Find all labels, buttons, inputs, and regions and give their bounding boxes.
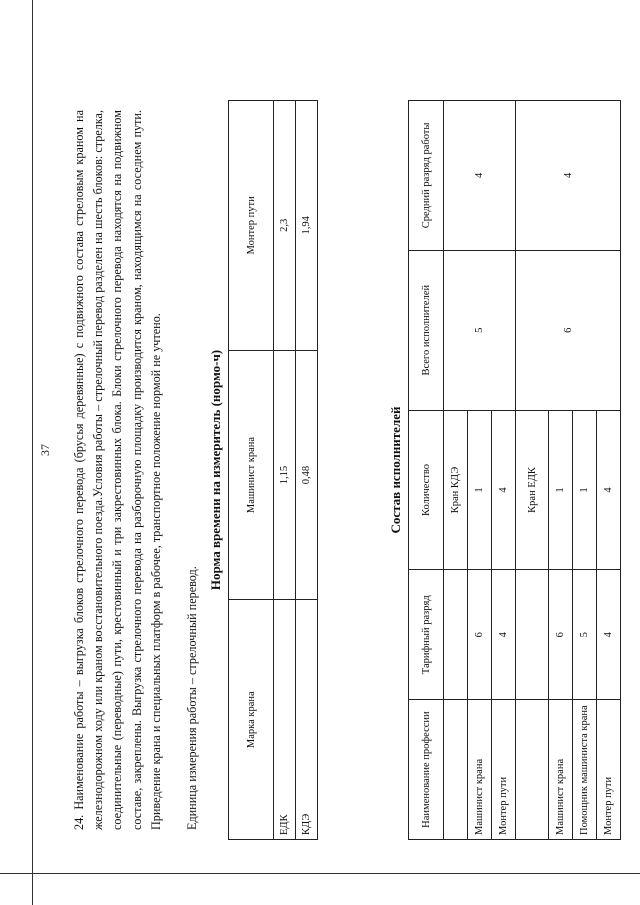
crew-header-total: Всего исполнителей: [409, 250, 444, 410]
table-row: [296, 101, 318, 840]
norm-cell: 0,48: [296, 350, 318, 600]
crew-table: [408, 100, 621, 840]
intro-text: [70, 110, 166, 830]
group-total: 5: [444, 250, 516, 410]
crew-header-grade: Тарифный разряд: [409, 570, 444, 700]
group-label: Кран КДЭ: [444, 410, 468, 570]
norm-header-track: Монтер пути: [229, 101, 274, 351]
profession-cell: Помощник машиниста крана: [573, 700, 597, 840]
page-edge-bottom: [0, 873, 640, 874]
quantity-cell: 1: [468, 410, 492, 570]
crew-header-profession: Наименование профессии: [409, 700, 444, 840]
group-label: Кран ЕДК: [516, 410, 549, 570]
crew-header-avg-grade: Средний разряд работы: [409, 101, 444, 251]
empty-cell: [516, 570, 549, 700]
norm-cell: КДЭ: [296, 600, 318, 840]
grade-cell: 4: [492, 570, 516, 700]
crew-header-quantity: Количество: [409, 410, 444, 570]
profession-cell: Машинист крана: [468, 700, 492, 840]
empty-cell: [444, 570, 468, 700]
crew-title: Состав исполнителей: [388, 406, 403, 534]
profession-cell: Монтер пути: [597, 700, 621, 840]
grade-cell: 6: [468, 570, 492, 700]
empty-cell: [516, 700, 549, 840]
empty-cell: [444, 700, 468, 840]
rotated-page: [30, 90, 614, 850]
profession-cell: Машинист крана: [549, 700, 573, 840]
profession-cell: Монтер пути: [492, 700, 516, 840]
grade-cell: 4: [597, 570, 621, 700]
group-avg-grade: 4: [516, 101, 621, 251]
group-total: 6: [516, 250, 621, 410]
norm-cell: ЕДК: [274, 600, 296, 840]
norm-cell: 1,15: [274, 350, 296, 600]
intro-paragraph: 24. Наименование работы – выгрузка блоков стрелочного перевода (брусья деревянные) с подвижного состава стреловым краном на железнодорожном ходу или краном восстановительного поезда.Условия работы – стрелочный перевод разделен на шесть блоков: стрелка, соединительные (переводные) пути, крестовинный и три закрестовинных блока. Блоки стрелочного перевода находятся на подвижном составе, закреплены. Выгрузка стрелочного перевода на разборочную площадку производится краном, находящимся на соседнем пути. Приведение крана и специальных платформ в рабочее, транспортное положение нормой не учтено.: [72, 110, 163, 830]
quantity-cell: 1: [573, 410, 597, 570]
unit-line: Единица измерения работы – стрелочный перевод.: [185, 566, 199, 830]
norm-cell: 2,3: [274, 101, 296, 351]
group-label-row: [444, 101, 468, 840]
norm-header-brand: Марка крана: [229, 600, 274, 840]
table-row: [274, 101, 296, 840]
quantity-cell: 1: [549, 410, 573, 570]
crew-header-row: [409, 101, 444, 840]
norm-header-row: [229, 101, 274, 840]
quantity-cell: 4: [492, 410, 516, 570]
group-label-row: [516, 101, 549, 840]
norm-header-operator: Машинист крана: [229, 350, 274, 600]
norm-table: [228, 100, 318, 840]
grade-cell: 6: [549, 570, 573, 700]
norm-title: Норма времени на измеритель (нормо-ч): [208, 349, 223, 591]
group-avg-grade: 4: [444, 101, 516, 251]
page-number: 37: [38, 444, 52, 456]
norm-cell: 1,94: [296, 101, 318, 351]
quantity-cell: 4: [597, 410, 621, 570]
grade-cell: 5: [573, 570, 597, 700]
